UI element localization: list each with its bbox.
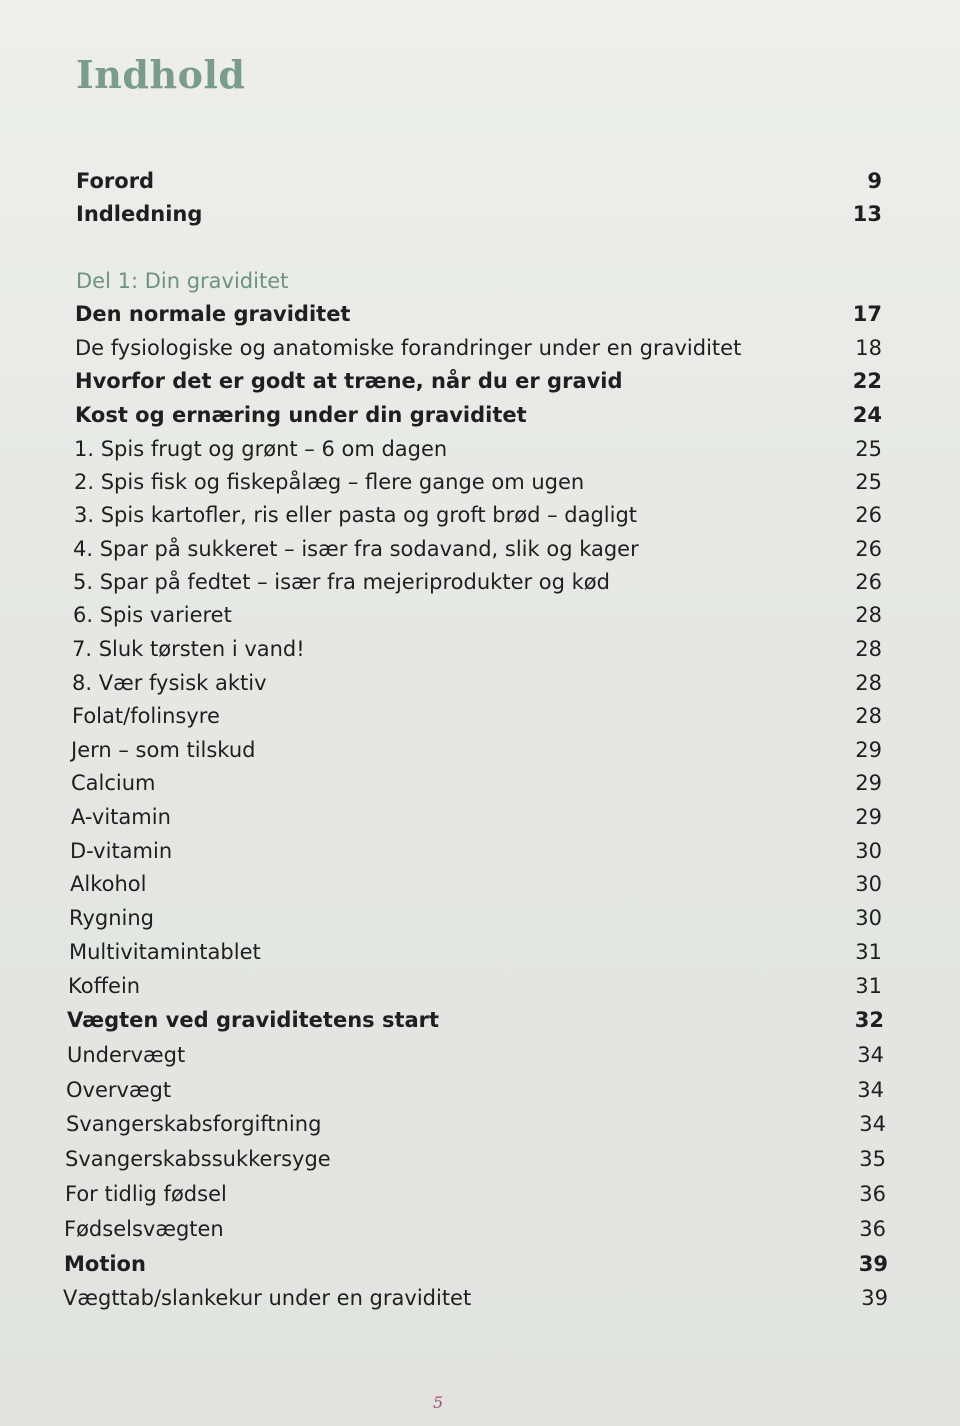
toc-entry xyxy=(74,434,882,464)
page-title: Indhold xyxy=(76,52,246,97)
toc-entry-page: 39 xyxy=(861,1286,888,1310)
toc-entry xyxy=(65,1179,886,1209)
toc-entry xyxy=(68,971,882,1001)
toc-entry xyxy=(76,166,882,196)
toc-section-label: Del 1: Din graviditet xyxy=(76,269,289,293)
toc-entry xyxy=(71,768,882,798)
toc-entry-page: 36 xyxy=(859,1217,886,1241)
toc-entry-label: Svangerskabsforgiftning xyxy=(66,1112,322,1136)
toc-entry xyxy=(69,937,882,967)
toc-entry xyxy=(72,701,882,731)
toc-entry xyxy=(64,1214,886,1244)
toc-entry-page: 30 xyxy=(855,839,882,863)
toc-entry-page: 28 xyxy=(855,704,882,728)
toc-entry-label: 6. Spis varieret xyxy=(73,603,232,627)
toc-entry xyxy=(70,836,882,866)
toc-entry-label: 8. Vær fysisk aktiv xyxy=(72,671,267,695)
toc-entry-page: 39 xyxy=(858,1252,888,1276)
toc-entry-label: Indledning xyxy=(76,202,203,226)
toc-entry-label: For tidlig fødsel xyxy=(65,1182,227,1206)
toc-entry-page: 35 xyxy=(859,1147,886,1171)
toc-entry xyxy=(70,869,882,899)
toc-entry xyxy=(66,1109,886,1139)
toc-entry-label: D-vitamin xyxy=(70,839,173,863)
toc-entry xyxy=(71,802,882,832)
toc-entry xyxy=(66,1075,884,1105)
toc-entry-page: 26 xyxy=(855,537,882,561)
toc-entry-label: Kost og ernæring under din graviditet xyxy=(75,403,527,427)
toc-entry xyxy=(75,333,882,363)
toc-entry-page: 34 xyxy=(859,1112,886,1136)
toc-entry-label: Undervægt xyxy=(67,1043,186,1067)
toc-entry-page: 32 xyxy=(854,1008,884,1032)
toc-entry-label: 2. Spis fisk og fiskepålæg – flere gange om ugen xyxy=(74,470,585,494)
toc-entry-label: 3. Spis kartofler, ris eller pasta og groft brød – dagligt xyxy=(74,503,638,527)
toc-entry xyxy=(74,467,882,497)
toc-entry-page: 31 xyxy=(855,974,882,998)
toc-section-heading xyxy=(76,266,882,296)
toc-entry-page: 36 xyxy=(859,1182,886,1206)
toc-entry xyxy=(63,1283,888,1313)
toc-entry-page: 25 xyxy=(855,470,882,494)
toc-entry-page: 34 xyxy=(857,1043,884,1067)
toc-entry-label: Fødselsvægten xyxy=(64,1217,224,1241)
toc-entry-page: 26 xyxy=(855,503,882,527)
toc-entry xyxy=(71,735,882,765)
toc-entry-label: Folat/folinsyre xyxy=(72,704,220,728)
toc-entry-page: 17 xyxy=(852,302,882,326)
toc-entry xyxy=(73,567,882,597)
toc-entry-page: 9 xyxy=(867,169,882,193)
toc-entry xyxy=(69,903,882,933)
toc-entry-page: 29 xyxy=(855,738,882,762)
toc-entry-page: 28 xyxy=(855,603,882,627)
toc-entry-page: 25 xyxy=(855,437,882,461)
toc-entry-label: 5. Spar på fedtet – især fra mejeriprodukter og kød xyxy=(73,570,610,594)
toc-entry-page: 30 xyxy=(855,872,882,896)
toc-entry xyxy=(75,299,882,329)
toc-entry xyxy=(75,400,882,430)
toc-entry-label: Forord xyxy=(76,169,155,193)
toc-entry xyxy=(64,1249,888,1279)
toc-entry-page: 28 xyxy=(855,671,882,695)
toc-entry-page: 28 xyxy=(855,637,882,661)
toc-entry-label: Motion xyxy=(64,1252,146,1276)
toc-entry-label: De fysiologiske og anatomiske forandringer under en graviditet xyxy=(75,336,742,360)
toc-entry-label: Alkohol xyxy=(70,872,147,896)
toc-entry-label: A-vitamin xyxy=(71,805,171,829)
toc-entry xyxy=(73,534,882,564)
toc-entry-page: 29 xyxy=(855,805,882,829)
toc-entry-page: 18 xyxy=(855,336,882,360)
toc-entry-label: Calcium xyxy=(71,771,156,795)
toc-entry-label: 7. Sluk tørsten i vand! xyxy=(72,637,305,661)
toc-entry xyxy=(72,634,882,664)
toc-entry xyxy=(75,366,882,396)
toc-entry xyxy=(76,199,882,229)
toc-entry xyxy=(74,500,882,530)
toc-entry-page: 24 xyxy=(852,403,882,427)
toc-entry-label: Vægten ved graviditetens start xyxy=(67,1008,440,1032)
toc-entry-label: Jern – som tilskud xyxy=(71,738,256,762)
toc-entry-page: 31 xyxy=(855,940,882,964)
toc-entry-page: 13 xyxy=(852,202,882,226)
toc-entry-label: Hvorfor det er godt at træne, når du er gravid xyxy=(75,369,623,393)
toc-entry-page: 29 xyxy=(855,771,882,795)
page-number: 5 xyxy=(433,1393,444,1412)
toc-entry xyxy=(72,668,882,698)
toc-entry-label: 1. Spis frugt og grønt – 6 om dagen xyxy=(74,437,448,461)
toc-entry xyxy=(73,600,882,630)
toc-entry-page: 22 xyxy=(852,369,882,393)
toc-entry-label: Vægttab/slankekur under en graviditet xyxy=(63,1286,472,1310)
toc-entry-label: Koffein xyxy=(68,974,141,998)
toc-entry xyxy=(65,1144,886,1174)
toc-entry xyxy=(67,1040,884,1070)
toc-entry-label: Den normale graviditet xyxy=(75,302,351,326)
toc-entry-label: Rygning xyxy=(69,906,154,930)
toc-entry-page: 30 xyxy=(855,906,882,930)
toc-entry-label: Overvægt xyxy=(66,1078,172,1102)
toc-entry-label: Svangerskabssukkersyge xyxy=(65,1147,331,1171)
toc-entry-page: 34 xyxy=(857,1078,884,1102)
toc-entry-page: 26 xyxy=(855,570,882,594)
toc-entry-label: 4. Spar på sukkeret – især fra sodavand, slik og kager xyxy=(73,537,639,561)
toc-entry xyxy=(67,1005,884,1035)
toc-entry-label: Multivitamintablet xyxy=(69,940,261,964)
